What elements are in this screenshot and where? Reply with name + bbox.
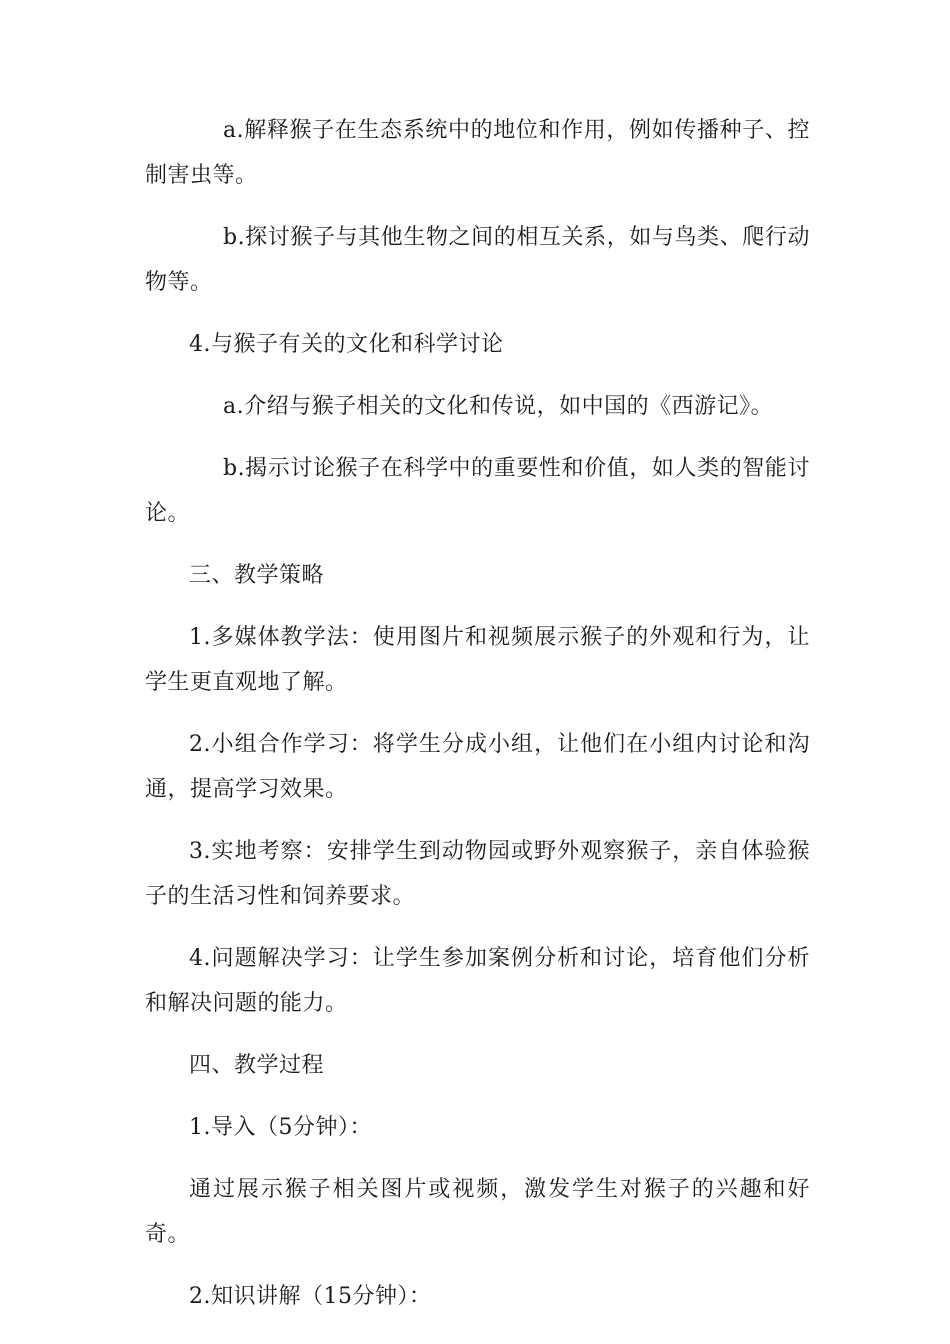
paragraph-multimedia-method: 1.多媒体教学法：使用图片和视频展示猴子的外观和行为，让学生更直观地了解。 [145, 625, 810, 695]
paragraph-culture-science-heading: 4.与猴子有关的文化和科学讨论 [189, 332, 504, 357]
paragraph-problem-solving: 4.问题解决学习：让学生参加案例分析和讨论，培育他们分析和解决问题的能力。 [145, 946, 810, 1016]
paragraph-ecosystem-role: a.解释猴子在生态系统中的地位和作用，例如传播种子、控制害虫等。 [145, 118, 810, 188]
paragraph-introduction-step: 1.导入（5分钟）： [189, 1115, 372, 1140]
document-body [145, 108, 810, 1336]
section-heading-teaching-strategy: 三、教学策略 [189, 563, 325, 588]
section-heading-teaching-process: 四、教学过程 [189, 1053, 325, 1078]
paragraph-group-learning: 2.小组合作学习：将学生分成小组，让他们在小组内讨论和沟通，提高学习效果。 [145, 732, 810, 802]
paragraph-introduction-detail: 通过展示猴子相关图片或视频，激发学生对猴子的兴趣和好奇。 [145, 1177, 810, 1247]
paragraph-culture-legends: a.介绍与猴子相关的文化和传说，如中国的《西游记》。 [223, 394, 774, 419]
paragraph-science-value: b.揭示讨论猴子在科学中的重要性和价值，如人类的智能讨论。 [145, 456, 810, 526]
paragraph-species-relations: b.探讨猴子与其他生物之间的相互关系，如与鸟类、爬行动物等。 [145, 225, 810, 295]
paragraph-knowledge-step: 2.知识讲解（15分钟）： [189, 1284, 432, 1309]
paragraph-field-trip: 3.实地考察：安排学生到动物园或野外观察猴子，亲自体验猴子的生活习性和饲养要求。 [145, 839, 810, 909]
